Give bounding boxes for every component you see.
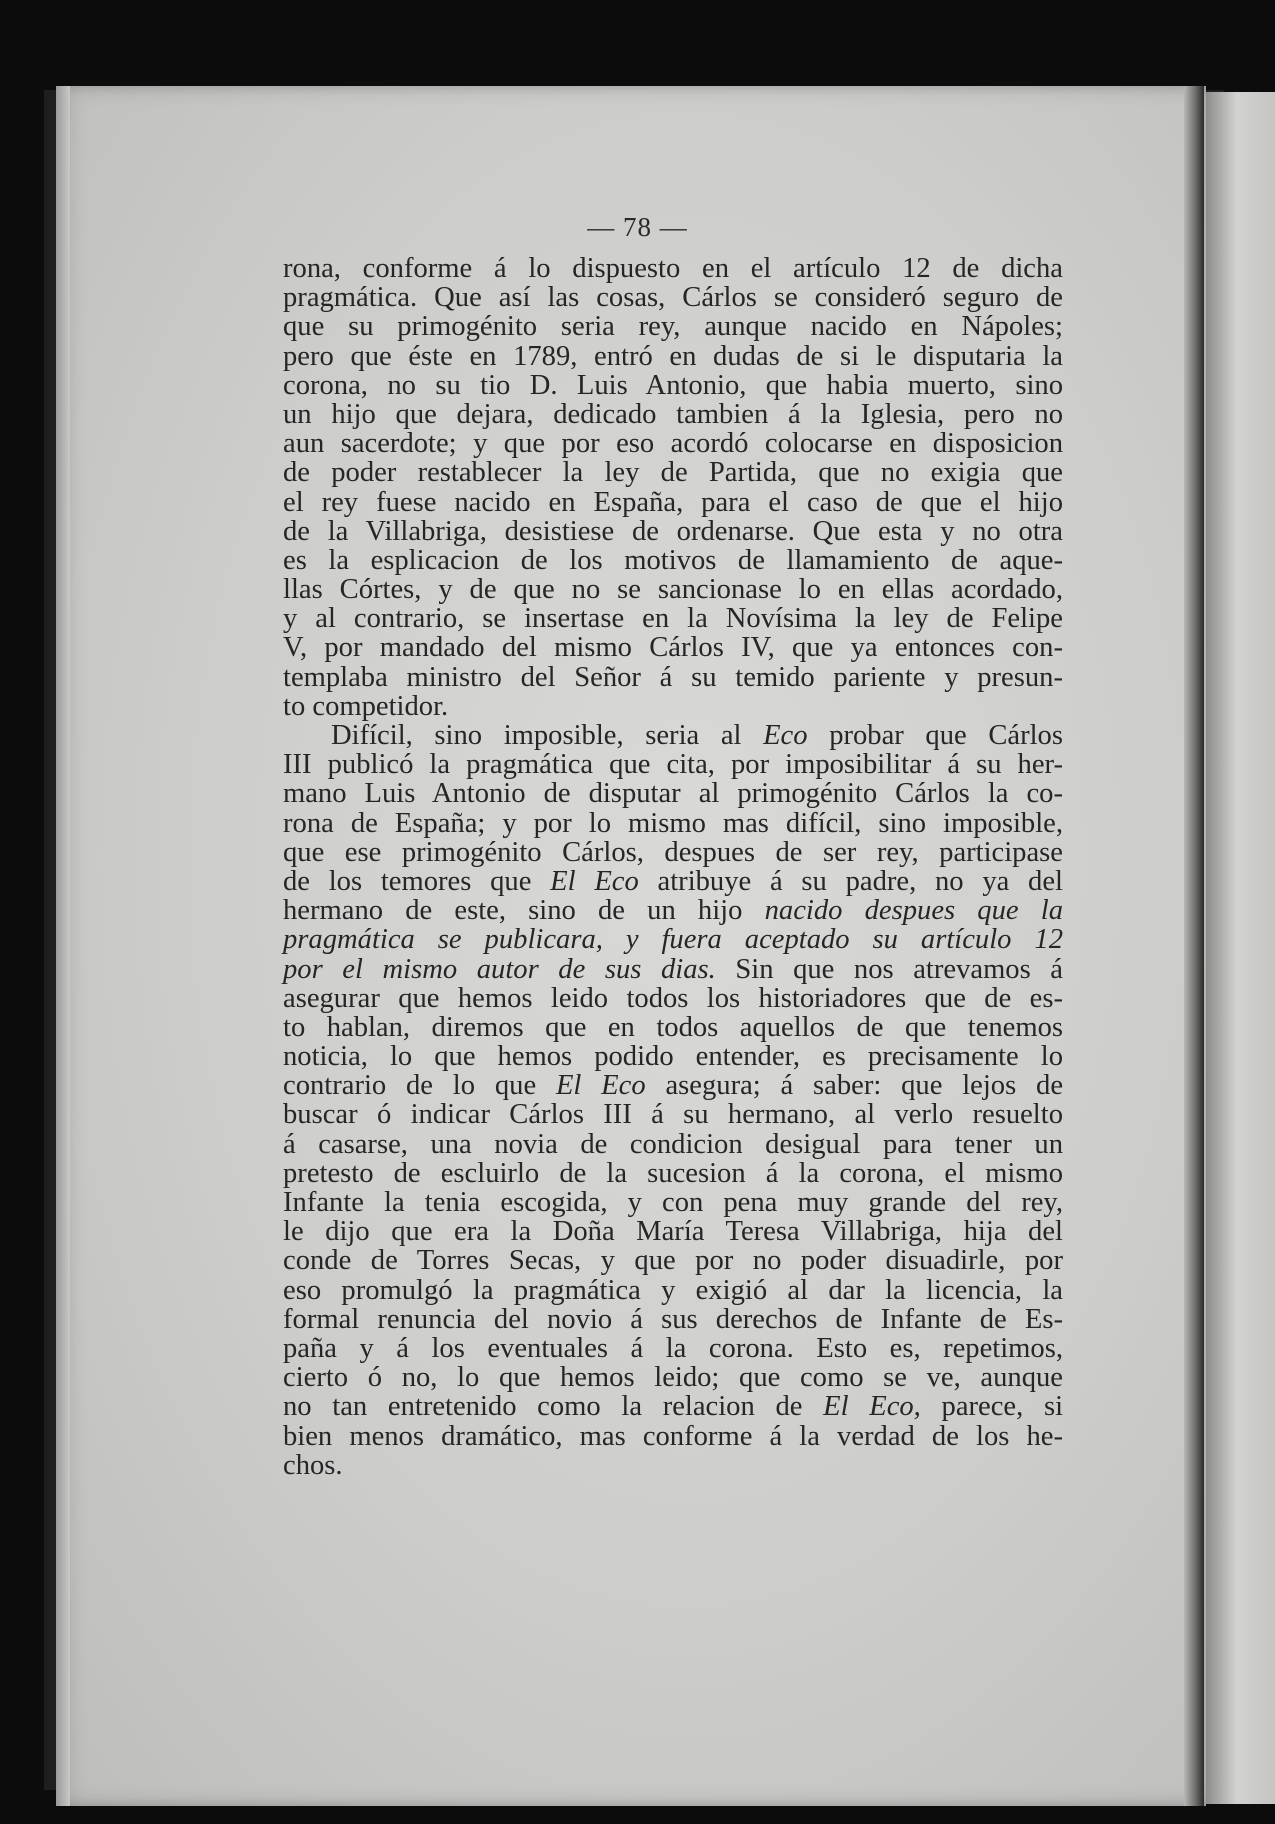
- line-text: pragmática. Que así las cosas, Cárlos se consideró seguro de: [283, 282, 1063, 314]
- text-line: [283, 1451, 1063, 1480]
- italic-text: por el mismo autor de sus dias.: [283, 953, 716, 985]
- text-line: [283, 663, 1063, 692]
- line-text: le dijo que era la Doña María Teresa Villabriga, hija del: [283, 1216, 1063, 1248]
- line-text: probar que Cárlos: [829, 720, 1063, 751]
- italic-text: pragmática se publicara, y fuera aceptado su artículo 12: [283, 924, 1063, 956]
- line-text: pretesto de escluirlo de la sucesion á la corona, el mismo: [283, 1157, 1063, 1189]
- text-line: [283, 546, 1063, 575]
- line-text: de poder restablecer la ley de Partida, que no exigia que: [283, 457, 1063, 489]
- text-line: [283, 721, 1063, 750]
- text-line: [283, 1305, 1063, 1334]
- line-text: cierto ó no, lo que hemos leido; que como se ve, aunque: [283, 1362, 1063, 1394]
- italic-text: El Eco: [550, 865, 639, 897]
- text-line: [283, 342, 1063, 371]
- text-line: [283, 575, 1063, 604]
- italic-text: Eco: [763, 720, 808, 751]
- text-line: [283, 429, 1063, 458]
- text-line: [283, 1334, 1063, 1363]
- line-text: templaba ministro del Señor á su temido pariente y presun-: [283, 661, 1063, 693]
- line-text: que su primogénito seria rey, aunque nacido en Nápoles;: [283, 311, 1063, 343]
- page-number: — 78 —: [587, 212, 688, 242]
- line-text: Sin que nos atrevamos á: [735, 953, 1063, 985]
- text-line: [283, 779, 1063, 808]
- italic-text: El Eco: [555, 1070, 646, 1102]
- line-text: paña y á los eventuales á la corona. Esto es, repetimos,: [283, 1332, 1063, 1364]
- body-text: [283, 254, 1063, 1480]
- text-line: [283, 1188, 1063, 1217]
- text-line: [283, 896, 1063, 925]
- text-line: [283, 1100, 1063, 1129]
- line-text: de los temores que: [283, 865, 532, 897]
- line-text: de la Villabriga, desistiese de ordenarse. Que esta y no otra: [283, 515, 1063, 547]
- line-text: III publicó la pragmática que cita, por imposibilitar á su her-: [283, 749, 1063, 781]
- line-text: noticia, lo que hemos podido entender, es precisamente lo: [283, 1041, 1063, 1073]
- line-text: á casarse, una novia de condicion desigual para tener un: [283, 1128, 1063, 1160]
- text-line: [283, 312, 1063, 341]
- text-line: [283, 604, 1063, 633]
- italic-text: El Eco,: [823, 1391, 921, 1423]
- line-text: atribuye á su padre, no ya del: [657, 865, 1063, 897]
- line-text: rona de España; y por lo mismo mas difícil, sino imposible,: [283, 807, 1063, 839]
- text-line: [283, 517, 1063, 546]
- text-line: [283, 925, 1063, 954]
- text-line: [283, 488, 1063, 517]
- line-text: hermano de este, sino de un hijo: [283, 895, 743, 927]
- text-line: [283, 633, 1063, 662]
- text-line: [283, 283, 1063, 312]
- text-line: [283, 1276, 1063, 1305]
- line-text: un hijo que dejara, dedicado tambien á la Iglesia, pero no: [283, 398, 1063, 430]
- text-line: [283, 750, 1063, 779]
- line-text: V, por mandado del mismo Cárlos IV, que ya entonces con-: [283, 632, 1063, 664]
- line-text: Infante la tenia escogida, y con pena muy grande del rey,: [283, 1187, 1063, 1218]
- page-left-edge: [56, 86, 70, 1806]
- text-line: [283, 809, 1063, 838]
- line-text: corona, no su tio D. Luis Antonio, que habia muerto, sino: [283, 369, 1063, 401]
- text-line: [283, 1246, 1063, 1275]
- text-line: [283, 371, 1063, 400]
- line-text: conde de Torres Secas, y que por no poder disuadirle, por: [283, 1245, 1063, 1277]
- text-line: [283, 1217, 1063, 1246]
- book-gutter: [1184, 86, 1204, 1806]
- text-line: [283, 1071, 1063, 1100]
- text-line: [283, 955, 1063, 984]
- text-line: [283, 1422, 1063, 1451]
- line-text: aun sacerdote; y que por eso acordó colocarse en disposicion: [283, 428, 1063, 460]
- text-line: [283, 400, 1063, 429]
- line-text: to hablan, diremos que en todos aquellos de que tenemos: [283, 1011, 1063, 1043]
- line-text: formal renuncia del novio á sus derechos de Infante de Es-: [283, 1303, 1063, 1335]
- line-text: el rey fuese nacido en España, para el caso de que el hijo: [283, 486, 1063, 518]
- line-text: contrario de lo que: [283, 1070, 537, 1102]
- line-text: to competidor.: [283, 690, 449, 722]
- line-text: chos.: [283, 1449, 343, 1481]
- text-line: [283, 692, 1063, 721]
- line-text: llas Córtes, y de que no se sancionase lo en ellas acordado,: [283, 574, 1063, 606]
- text-line: [283, 254, 1063, 283]
- line-text: rona, conforme á lo dispuesto en el artículo 12 de dicha: [283, 253, 1063, 284]
- text-line: [283, 458, 1063, 487]
- text-line: [283, 1159, 1063, 1188]
- text-line: [283, 1042, 1063, 1071]
- line-text: asegura; á saber: que lejos de: [665, 1070, 1064, 1102]
- text-line: [283, 1130, 1063, 1159]
- text-line: [283, 1392, 1063, 1421]
- line-text: asegurar que hemos leido todos los historiadores que de es-: [283, 982, 1063, 1014]
- text-line: [283, 1013, 1063, 1042]
- facing-page-edge: [1206, 92, 1275, 1804]
- line-text: eso promulgó la pragmática y exigió al dar la licencia, la: [283, 1274, 1063, 1306]
- line-text: Difícil, sino imposible, seria al: [331, 720, 742, 751]
- line-text: y al contrario, se insertase en la Novísima la ley de Felipe: [283, 603, 1063, 635]
- line-text: no tan entretenido como la relacion de: [283, 1391, 803, 1423]
- line-text: mano Luis Antonio de disputar al primogénito Cárlos la co-: [283, 778, 1063, 810]
- text-line: [283, 838, 1063, 867]
- line-text: bien menos dramático, mas conforme á la verdad de los he-: [283, 1420, 1063, 1452]
- text-line: [283, 867, 1063, 896]
- italic-text: nacido despues que la: [764, 895, 1064, 927]
- line-text: parece, si: [941, 1391, 1064, 1423]
- line-text: pero que éste en 1789, entró en dudas de si le disputaria la: [283, 340, 1063, 372]
- line-text: buscar ó indicar Cárlos III á su hermano, al verlo resuelto: [283, 1099, 1063, 1131]
- text-line: [283, 984, 1063, 1013]
- line-text: es la esplicacion de los motivos de llamamiento de aque-: [283, 544, 1063, 576]
- line-text: que ese primogénito Cárlos, despues de ser rey, participase: [283, 836, 1063, 868]
- text-line: [283, 1363, 1063, 1392]
